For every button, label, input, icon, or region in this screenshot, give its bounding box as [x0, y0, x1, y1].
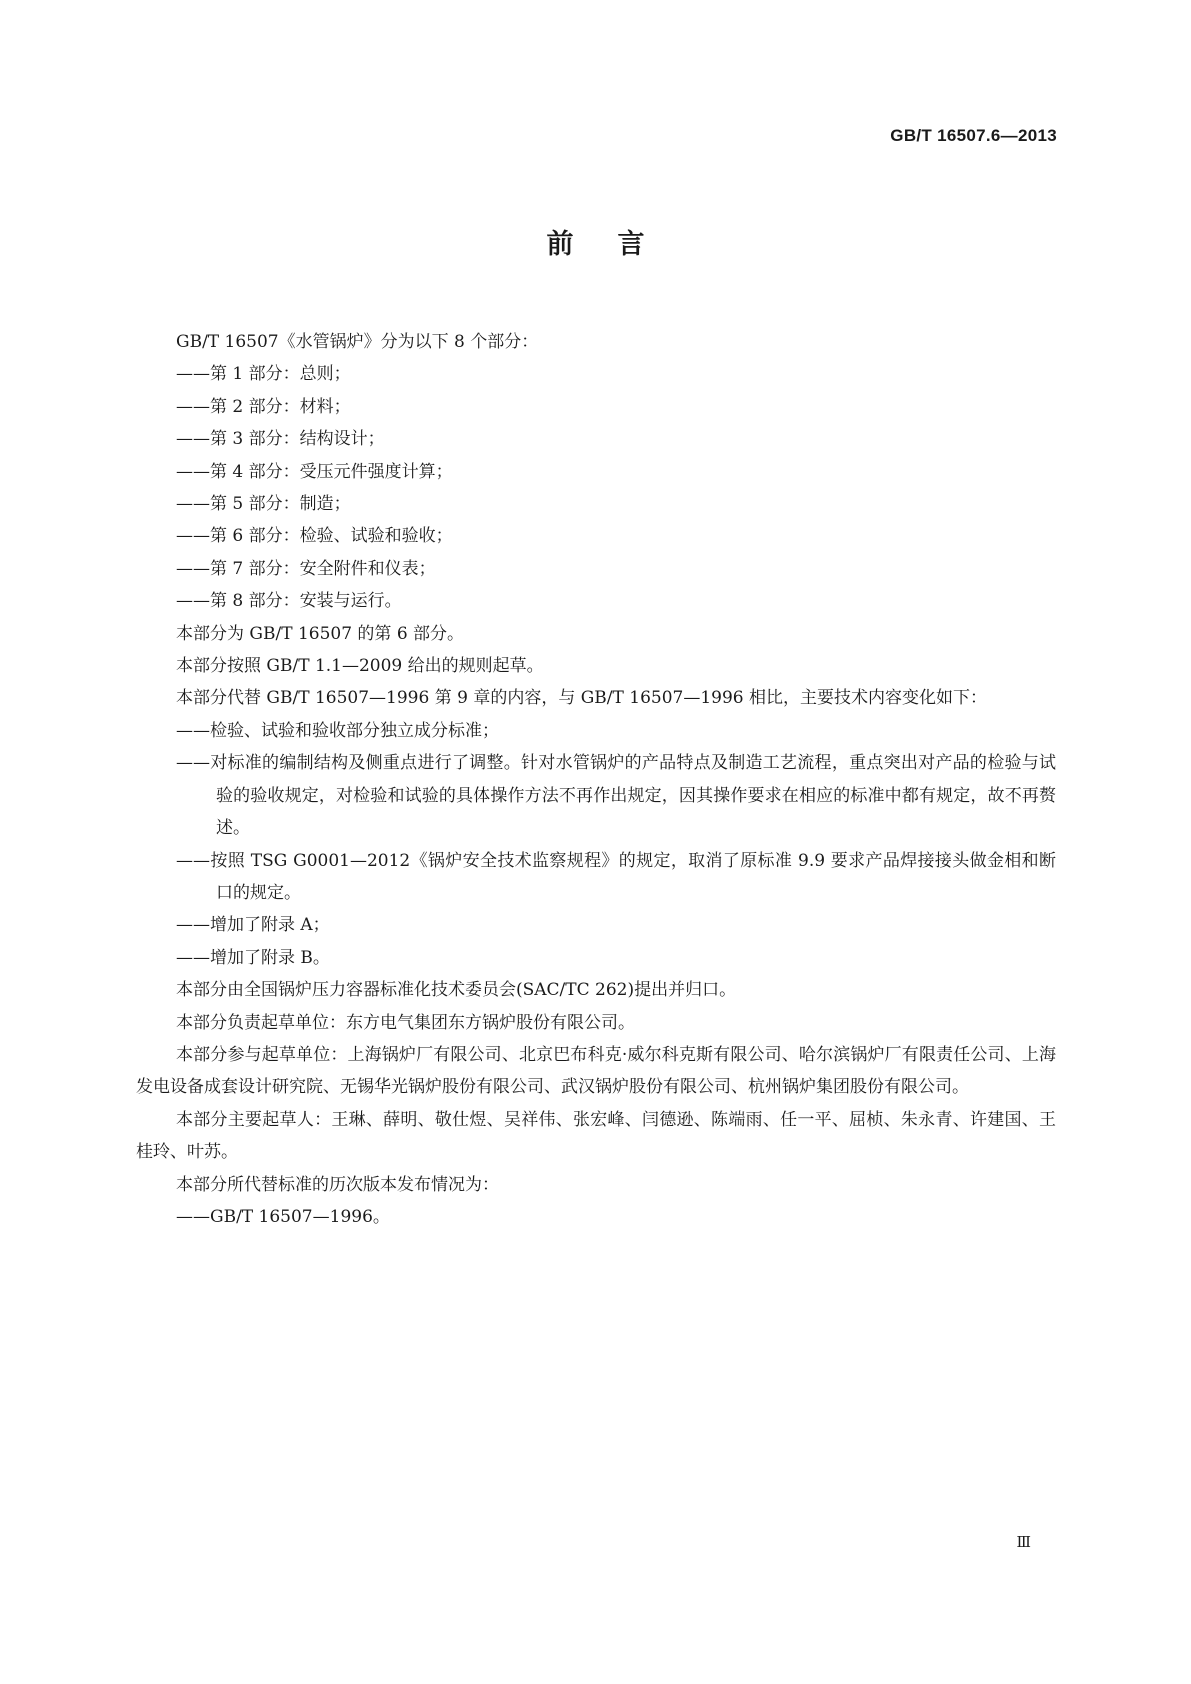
- part-list-item: ——第 7 部分：安全附件和仪表；: [176, 558, 436, 579]
- change-list-item: ——增加了附录 A；: [176, 915, 330, 936]
- part-list-item: ——第 5 部分：制造；: [176, 494, 351, 515]
- change-list-item: ——按照 TSG G0001—2012《锅炉安全技术监察规程》的规定，取消了原标准 9.9 要求产品焊接接头做金相和断口的规定。: [176, 850, 1056, 903]
- part-list-item: ——第 6 部分：检验、试验和验收；: [176, 526, 453, 547]
- lead-drafter-paragraph: 本部分负责起草单位：东方电气集团东方锅炉股份有限公司。: [176, 1012, 635, 1033]
- part-list-item: ——第 2 部分：材料；: [176, 396, 351, 417]
- change-list-item: ——检验、试验和验收部分独立成分标准；: [176, 720, 499, 741]
- part6-paragraph: 本部分为 GB/T 16507 的第 6 部分。: [176, 623, 465, 644]
- participants-paragraph: 本部分参与起草单位：上海锅炉厂有限公司、北京巴布科克·威尔科克斯有限公司、哈尔滨锅炉厂有限责任公司、上海发电设备成套设计研究院、无锡华光锅炉股份有限公司、武汉锅炉股份有限公司、杭州锅炉集团股份有限公司。: [136, 1044, 1056, 1098]
- intro-paragraph: GB/T 16507《水管锅炉》分为以下 8 个部分：: [176, 332, 539, 352]
- change-list-item: ——对标准的编制结构及侧重点进行了调整。针对水管锅炉的产品特点及制造工艺流程，重点突出对产品的检验与试验的验收规定，对检验和试验的具体操作方法不再作出规定，因其操作要求在相应的标准中都有规定，故不再赘述。: [176, 753, 1056, 839]
- rules-paragraph: 本部分按照 GB/T 1.1—2009 给出的规则起草。: [176, 656, 544, 677]
- drafters-paragraph: 本部分主要起草人：王琳、薛明、敬仕煜、吴祥伟、张宏峰、闫德逊、陈端雨、任一平、屈桢、朱永青、许建国、王桂玲、叶苏。: [136, 1109, 1056, 1163]
- replace-paragraph: 本部分代替 GB/T 16507—1996 第 9 章的内容，与 GB/T 16507—1996 相比，主要技术内容变化如下：: [176, 688, 988, 709]
- part-list-item: ——第 4 部分：受压元件强度计算；: [176, 461, 453, 482]
- part-list-item: ——第 3 部分：结构设计；: [176, 429, 385, 450]
- page-number: Ⅲ: [1016, 1533, 1031, 1551]
- committee-paragraph: 本部分由全国锅炉压力容器标准化技术委员会(SAC/TC 262)提出并归口。: [176, 980, 737, 1001]
- part-list-item: ——第 1 部分：总则；: [176, 364, 351, 385]
- foreword-body: [136, 326, 1056, 1233]
- history-paragraph: 本部分所代替标准的历次版本发布情况为：: [176, 1174, 499, 1195]
- standard-code: GB/T 16507.6—2013: [890, 126, 1057, 145]
- page-title: 前言: [546, 229, 689, 260]
- change-list-item: ——增加了附录 B。: [176, 947, 330, 968]
- history-list-item: ——GB/T 16507—1996。: [176, 1206, 390, 1227]
- part-list-item: ——第 8 部分：安装与运行。: [176, 591, 402, 612]
